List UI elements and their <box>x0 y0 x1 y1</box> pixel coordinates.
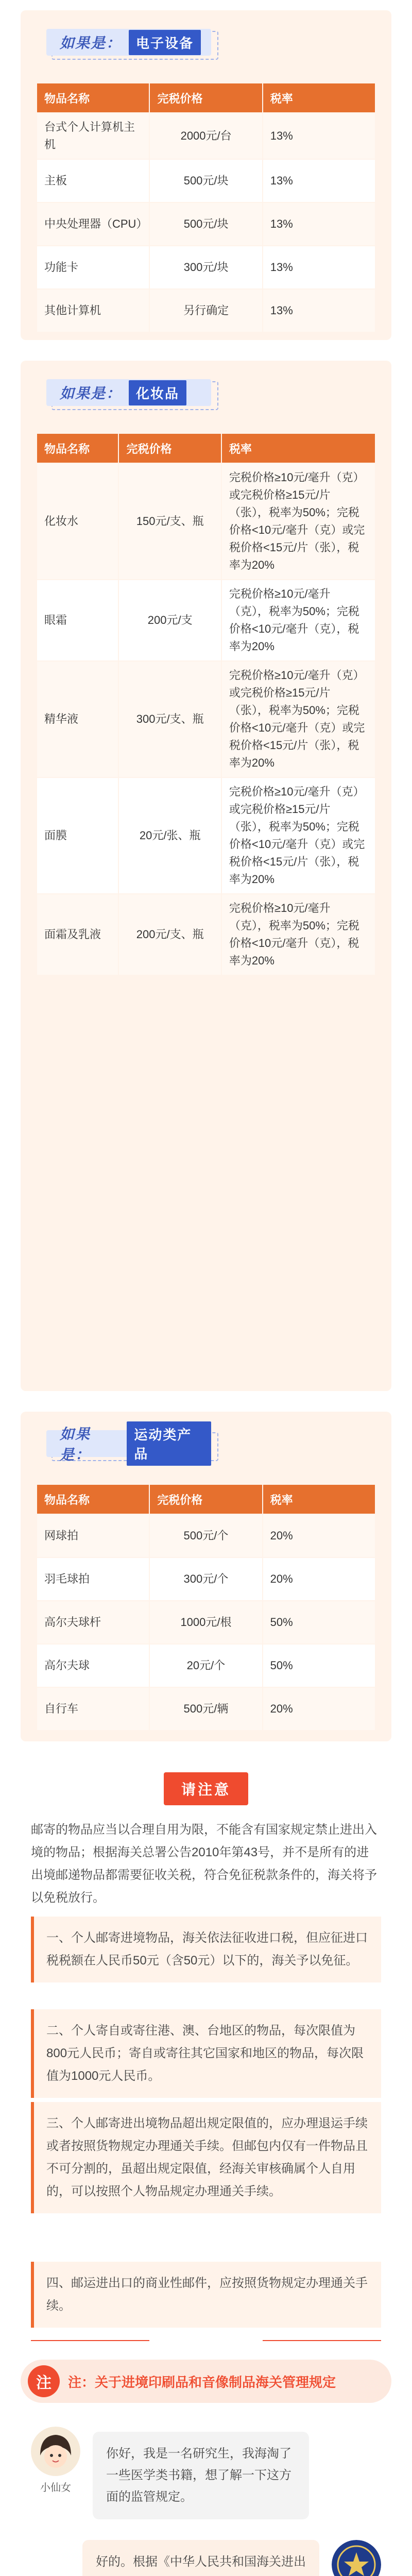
table-cosmetics <box>36 433 376 976</box>
table-row: 精华液 300元/支、瓶 完税价格≥10元/毫升（克）或完税价格≥15元/片（张），税率为50%；完税价格<10元/毫升（克）或完税价格<15元/片（张），税率为20% <box>37 661 375 777</box>
customs-avatar <box>332 2540 381 2576</box>
table-row: 主板 500元/块 13% <box>37 159 375 202</box>
column-header: 物品名称 <box>37 83 149 113</box>
header-prefix: 如果是： <box>60 35 122 51</box>
column-header: 完税价格 <box>118 433 221 463</box>
table-row: 功能卡 300元/块 13% <box>37 246 375 289</box>
column-header: 物品名称 <box>37 1484 149 1514</box>
table-sports <box>36 1484 376 1731</box>
girl-avatar <box>31 2427 80 2476</box>
column-header: 完税价格 <box>149 1484 262 1514</box>
answer-bubble: 好的。根据《中华人民共和国海关进出 <box>82 2540 319 2576</box>
column-header: 税率 <box>221 433 375 463</box>
table-row: 网球拍 500元/个 20% <box>37 1514 375 1557</box>
girl-name: 小仙女 <box>40 2482 71 2494</box>
header-tag: 电子设备 <box>129 30 201 55</box>
column-header: 完税价格 <box>149 83 262 113</box>
column-header: 税率 <box>263 83 375 113</box>
table-row: 眼霜 200元/支 完税价格≥10元/毫升（克），税率为50%；完税价格<10元/毫升（克），税率为20% <box>37 580 375 661</box>
table-row: 中央处理器（CPU） 500元/块 13% <box>37 202 375 246</box>
note-icon: 注 <box>28 2365 60 2397</box>
column-header: 税率 <box>263 1484 375 1514</box>
table-row: 其他计算机 另行确定 13% <box>37 289 375 332</box>
table-row: 化妆水 150元/支、瓶 完税价格≥10元/毫升（克）或完税价格≥15元/片（张），税率为50%；完税价格<10元/毫升（克）或完税价格<15元/片（张），税率为20% <box>37 463 375 580</box>
divider <box>31 2340 149 2341</box>
header-prefix: 如果是： <box>60 1426 91 1463</box>
divider <box>263 2340 381 2341</box>
notice-point: 二、个人寄自或寄往港、澳、台地区的物品，每次限值为800元人民币；寄自或寄往其它国家和地区的物品，每次限值为1000元人民币。 <box>31 2009 381 2098</box>
table-row: 面霜及乳液 200元/支、瓶 完税价格≥10元/毫升（克），税率为50%；完税价格<10元/毫升（克），税率为20% <box>37 894 375 975</box>
header-tag: 运动类产品 <box>127 1421 211 1466</box>
table-row: 台式个人计算机主机 2000元/台 13% <box>37 113 375 159</box>
section-header <box>46 376 211 409</box>
header-prefix: 如果是： <box>60 385 122 401</box>
table-electronics <box>36 82 376 333</box>
table-row: 羽毛球拍 300元/个 20% <box>37 1557 375 1601</box>
section-header <box>46 1426 211 1463</box>
qa-title: 注：关于进境印刷品和音像制品海关管理规定 <box>68 2374 336 2390</box>
notice-title: 请注意 <box>0 1772 412 1805</box>
question-bubble: 你好，我是一名研究生，我海淘了一些医学类书籍，想了解一下这方面的监管规定。 <box>93 2432 309 2519</box>
table-row: 高尔夫球 20元/个 50% <box>37 1644 375 1687</box>
table-row: 高尔夫球杆 1000元/根 50% <box>37 1601 375 1644</box>
qa-title-bar <box>21 2360 391 2403</box>
notice-point: 三、个人邮寄进出境物品超出规定限值的，应办理退运手续或者按照货物规定办理通关手续。但邮包内仅有一件物品且不可分割的，虽超出规定限值，经海关审核确属个人自用的，可以按照个人物品规定办理通关手续。 <box>31 2102 381 2213</box>
table-row: 面膜 20元/张、瓶 完税价格≥10元/毫升（克）或完税价格≥15元/片（张），税率为50%；完税价格<10元/毫升（克）或完税价格<15元/片（张），税率为20% <box>37 777 375 894</box>
header-tag: 化妆品 <box>129 380 186 405</box>
notice-point: 四、邮运进出口的商业性邮件，应按照货物规定办理通关手续。 <box>31 2262 381 2328</box>
section-header <box>46 26 211 59</box>
notice-intro: 邮寄的物品应当以合理自用为限，不能含有国家规定禁止进出入境的物品；根据海关总署公告2010年第43号，并不是所有的进出境邮递物品都需要征收关税，符合免征税款条件的，海关将予以免税放行。 <box>31 1823 377 1905</box>
table-row: 自行车 500元/辆 20% <box>37 1687 375 1731</box>
column-header: 物品名称 <box>37 433 118 463</box>
notice-point: 一、个人邮寄进境物品，海关依法征收进口税，但应征进口税税额在人民币50元（含50元）以下的，海关予以免征。 <box>31 1917 381 1982</box>
